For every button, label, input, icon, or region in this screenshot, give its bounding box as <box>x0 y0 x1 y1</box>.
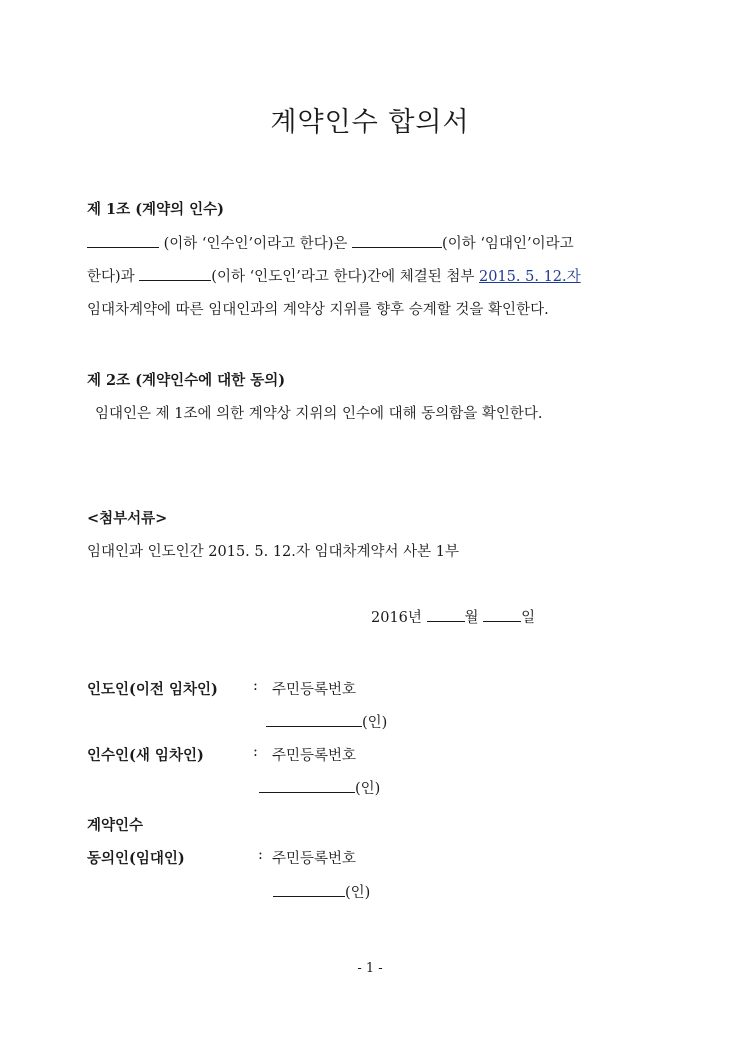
transferee-seal: (인) <box>355 781 381 797</box>
article1-line2-start: 한다)과 <box>87 269 140 285</box>
consent-title: 계약인수 <box>87 817 144 834</box>
transferee-sign-line <box>259 777 380 798</box>
transferee-colon: : <box>253 744 258 760</box>
article1-line1 <box>87 232 574 253</box>
transferee-name-blank[interactable] <box>87 232 159 248</box>
article1-line1-end: (이하 ‘임대인’이라고 <box>442 236 574 252</box>
consenter-sign-blank[interactable] <box>273 881 345 897</box>
consenter-id-label: 주민등록번호 <box>272 851 357 867</box>
transferee-id-label: 주민등록번호 <box>272 748 357 764</box>
consenter-label: 동의인(임대인) <box>87 850 185 867</box>
attachments-heading: <첨부서류> <box>87 510 168 527</box>
document-title: 계약인수 합의서 <box>270 107 470 138</box>
transferor-sign-blank[interactable] <box>266 711 362 727</box>
contract-date-link[interactable]: 2015. 5. 12.자 <box>479 269 581 285</box>
date-day: 일 <box>521 610 536 626</box>
transferee-sign-blank[interactable] <box>259 777 355 793</box>
consenter-sign-line <box>273 881 370 902</box>
date-line <box>371 606 535 627</box>
transferor-label: 인도인(이전 임차인) <box>87 681 218 698</box>
article1-line1-mid: (이하 ‘인수인’이라고 한다)은 <box>159 236 353 252</box>
transferor-seal: (인) <box>362 715 388 731</box>
transferee-label: 인수인(새 임차인) <box>87 747 204 764</box>
date-month: 월 <box>464 610 479 626</box>
month-blank[interactable] <box>427 606 465 622</box>
article2-body: 임대인은 제 1조에 의한 계약상 지위의 인수에 대해 동의함을 확인한다. <box>95 406 543 422</box>
consenter-colon: : <box>258 847 263 863</box>
attachments-item: 임대인과 인도인간 2015. 5. 12.자 임대차계약서 사본 1부 <box>87 544 460 560</box>
article2-heading: 제 2조 (계약인수에 대한 동의) <box>87 372 286 389</box>
transferor-name-blank[interactable] <box>139 265 211 281</box>
consenter-seal: (인) <box>345 885 371 901</box>
transferor-id-label: 주민등록번호 <box>272 682 357 698</box>
date-year: 2016년 <box>371 610 422 626</box>
landlord-name-blank[interactable] <box>352 232 442 248</box>
article1-line3: 임대차계약에 따른 임대인과의 계약상 지위를 향후 승계할 것을 확인한다. <box>87 302 549 318</box>
article1-heading: 제 1조 (계약의 인수) <box>87 201 225 218</box>
article1-line2 <box>87 265 581 286</box>
page-number: - 1 - <box>357 961 383 976</box>
transferor-colon: : <box>253 678 258 694</box>
day-blank[interactable] <box>483 606 521 622</box>
article1-line2-mid: (이하 ‘인도인’라고 한다)간에 체결된 첨부 <box>211 269 479 285</box>
transferor-sign-line <box>266 711 387 732</box>
